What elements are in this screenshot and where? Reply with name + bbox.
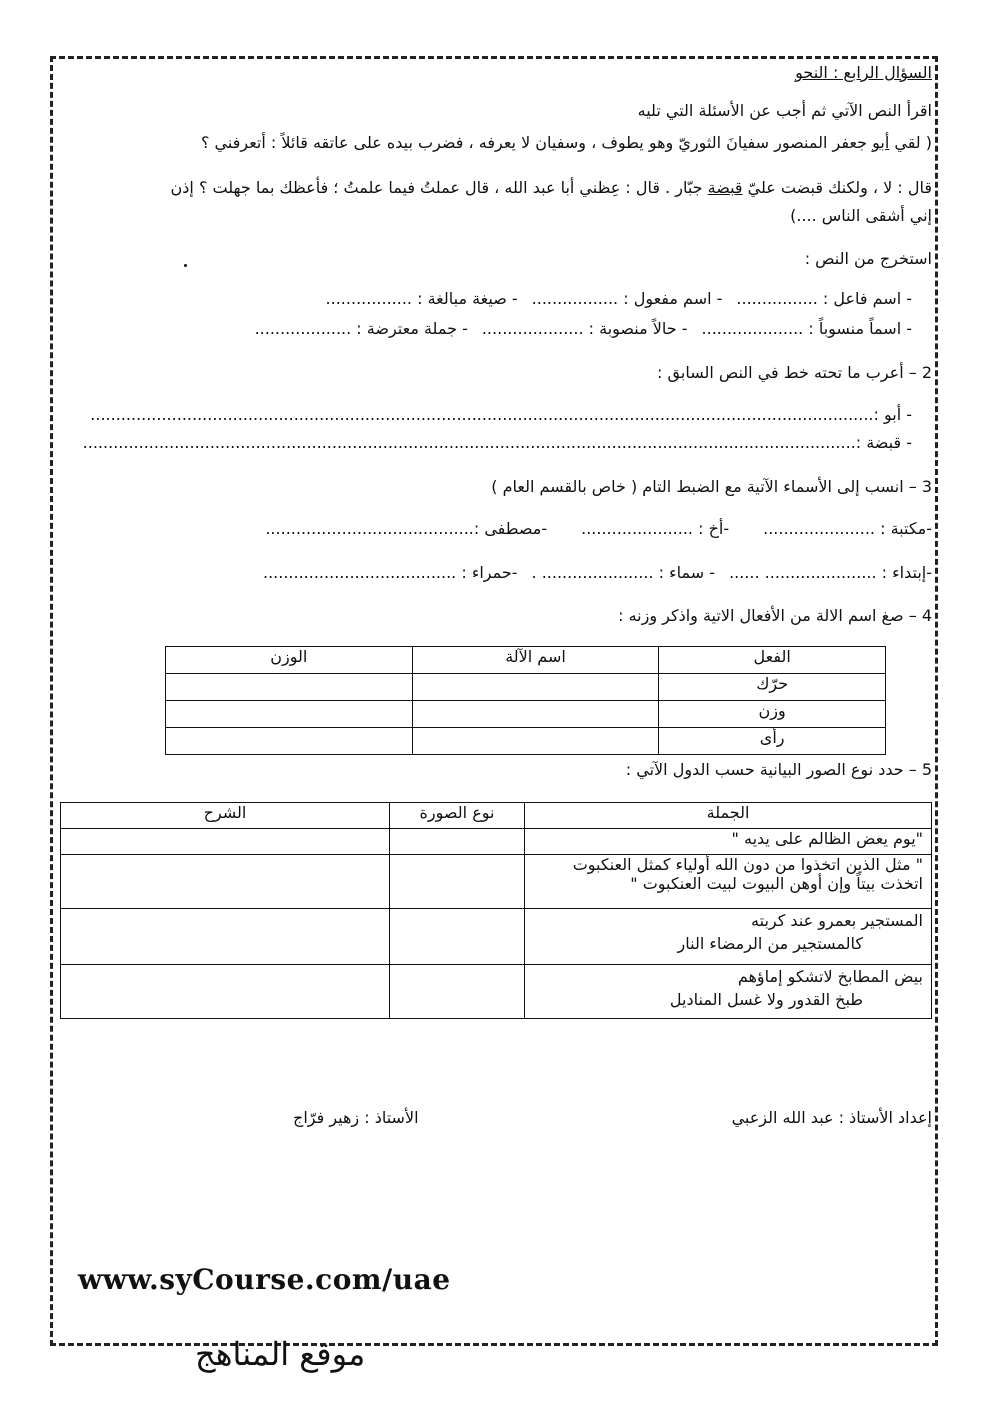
- q3-row-2: [60, 562, 932, 584]
- q5-sentence-cell: بيض المطابخ لاتشكو إماؤهم طبخ القدور ولا غسل المناديل: [525, 965, 932, 1019]
- q4-answer-cell[interactable]: [412, 701, 659, 728]
- q5-header-explanation: الشرح: [61, 803, 390, 829]
- q4-answer-cell[interactable]: [166, 728, 413, 755]
- q5-sentence-cell: "يوم يعض الظالم على يديه ": [525, 829, 932, 855]
- q1-row-1: [60, 288, 912, 310]
- passage-line-1: ( لقي أبو جعفر المنصور سفيانَ الثوريّ وهو يطوف ، وسفيان لا يعرفه ، فضرب بيده على عاتقه قائلاً : أتعرفني ؟: [200, 133, 932, 152]
- q1-item: - اسم مفعول : .................: [531, 289, 723, 308]
- q3-item: -أخ : ......................: [581, 519, 730, 538]
- q4-verb-cell: وزن: [659, 701, 886, 728]
- q1-item: - صيغة مبالغة : .................: [325, 289, 518, 308]
- q4-answer-cell[interactable]: [166, 674, 413, 701]
- q5-answer-cell[interactable]: [61, 829, 390, 855]
- passage-line-3: إني أشقى الناس ....): [790, 206, 932, 225]
- q3-item: -حمراء : ......................................: [262, 563, 518, 582]
- q1-item: - حالاً منصوبة : ....................: [481, 319, 688, 338]
- q1-row-2: [60, 318, 912, 340]
- q5-answer-cell[interactable]: [61, 965, 390, 1019]
- q4-table: [165, 646, 886, 755]
- q3-item: -مكتبة : ......................: [763, 519, 932, 538]
- q5-sentence-cell: " مثل الذين اتخذوا من دون الله أولياء كمثل العنكبوت اتخذت بيتاً وإن أوهن البيوت لبيت العنكبوت ": [525, 855, 932, 909]
- q1-label: استخرج من النص :: [804, 249, 932, 268]
- prepared-by: إعداد الأستاذ : عبد الله الزعبي: [731, 1108, 932, 1127]
- q1-item: - اسماً منسوباً : ....................: [701, 319, 912, 338]
- q3-label: 3 – انسب إلى الأسماء الآتية مع الضبط التام ( خاص بالقسم العام ): [491, 477, 932, 496]
- q2-item-qabda: - قبضة :........................................................................................................................................................: [82, 433, 912, 452]
- q5-answer-cell[interactable]: [390, 909, 525, 965]
- q1-item: - جملة معترضة : ...................: [254, 319, 468, 338]
- q5-label: 5 – حدد نوع الصور البيانية حسب الدول الآتي :: [625, 760, 932, 779]
- q4-verb-cell: حرّك: [659, 674, 886, 701]
- q3-item: -إبتداء : ...................... ......: [729, 563, 932, 582]
- q1-item: - اسم فاعل : ................: [736, 289, 912, 308]
- q3-row-1: [60, 518, 932, 540]
- website-url: www.syCourse.com/uae: [78, 1263, 451, 1296]
- q5-answer-cell[interactable]: [61, 909, 390, 965]
- q2-item-abu: - أبو :..........................................................................................................................................................: [90, 405, 912, 424]
- underlined-qabda: قبضة: [707, 178, 743, 197]
- q4-header-pattern: الوزن: [166, 647, 413, 674]
- underlined-abu: أبو: [872, 133, 890, 152]
- teacher-name: الأستاذ : زهير فرّاج: [293, 1108, 419, 1127]
- passage-line-2: قال : لا ، ولكنك قبضت عليّ قبضة جبّار . قال : عِظني أبا عبد الله ، قال عملتُ فيما علمتُ ؛ فأعظك بما جهلت ؟ إذن: [170, 178, 932, 197]
- question-title: [60, 62, 932, 84]
- q4-answer-cell[interactable]: [166, 701, 413, 728]
- q3-item: -مصطفى :.........................................: [265, 519, 548, 538]
- q3-item: - سماء : ...................... .: [531, 563, 716, 582]
- q4-verb-cell: رأى: [659, 728, 886, 755]
- site-arabic-name: موقع المناهج: [195, 1335, 366, 1373]
- q5-answer-cell[interactable]: [61, 855, 390, 909]
- instructions: اقرأ النص الآتي ثم أجب عن الأسئلة التي تليه: [637, 101, 932, 120]
- q4-label: 4 – صغ اسم الالة من الأفعال الاتية واذكر وزنه :: [618, 606, 932, 625]
- q5-sentence-cell: المستجير بعمرو عند كربته كالمستجير من الرمضاء النار: [525, 909, 932, 965]
- q5-header-sentence: الجملة: [525, 803, 932, 829]
- q5-answer-cell[interactable]: [390, 855, 525, 909]
- q4-header-verb: الفعل: [659, 647, 886, 674]
- q5-answer-cell[interactable]: [390, 829, 525, 855]
- q5-table: [60, 802, 932, 1019]
- q4-header-tool: اسم الآلة: [412, 647, 659, 674]
- question-title-text: السؤال الرابع : النحو: [795, 63, 932, 82]
- q2-label: 2 – أعرب ما تحته خط في النص السابق :: [657, 363, 932, 382]
- q5-header-type: نوع الصورة: [390, 803, 525, 829]
- q4-answer-cell[interactable]: [412, 728, 659, 755]
- q4-answer-cell[interactable]: [412, 674, 659, 701]
- q5-answer-cell[interactable]: [390, 965, 525, 1019]
